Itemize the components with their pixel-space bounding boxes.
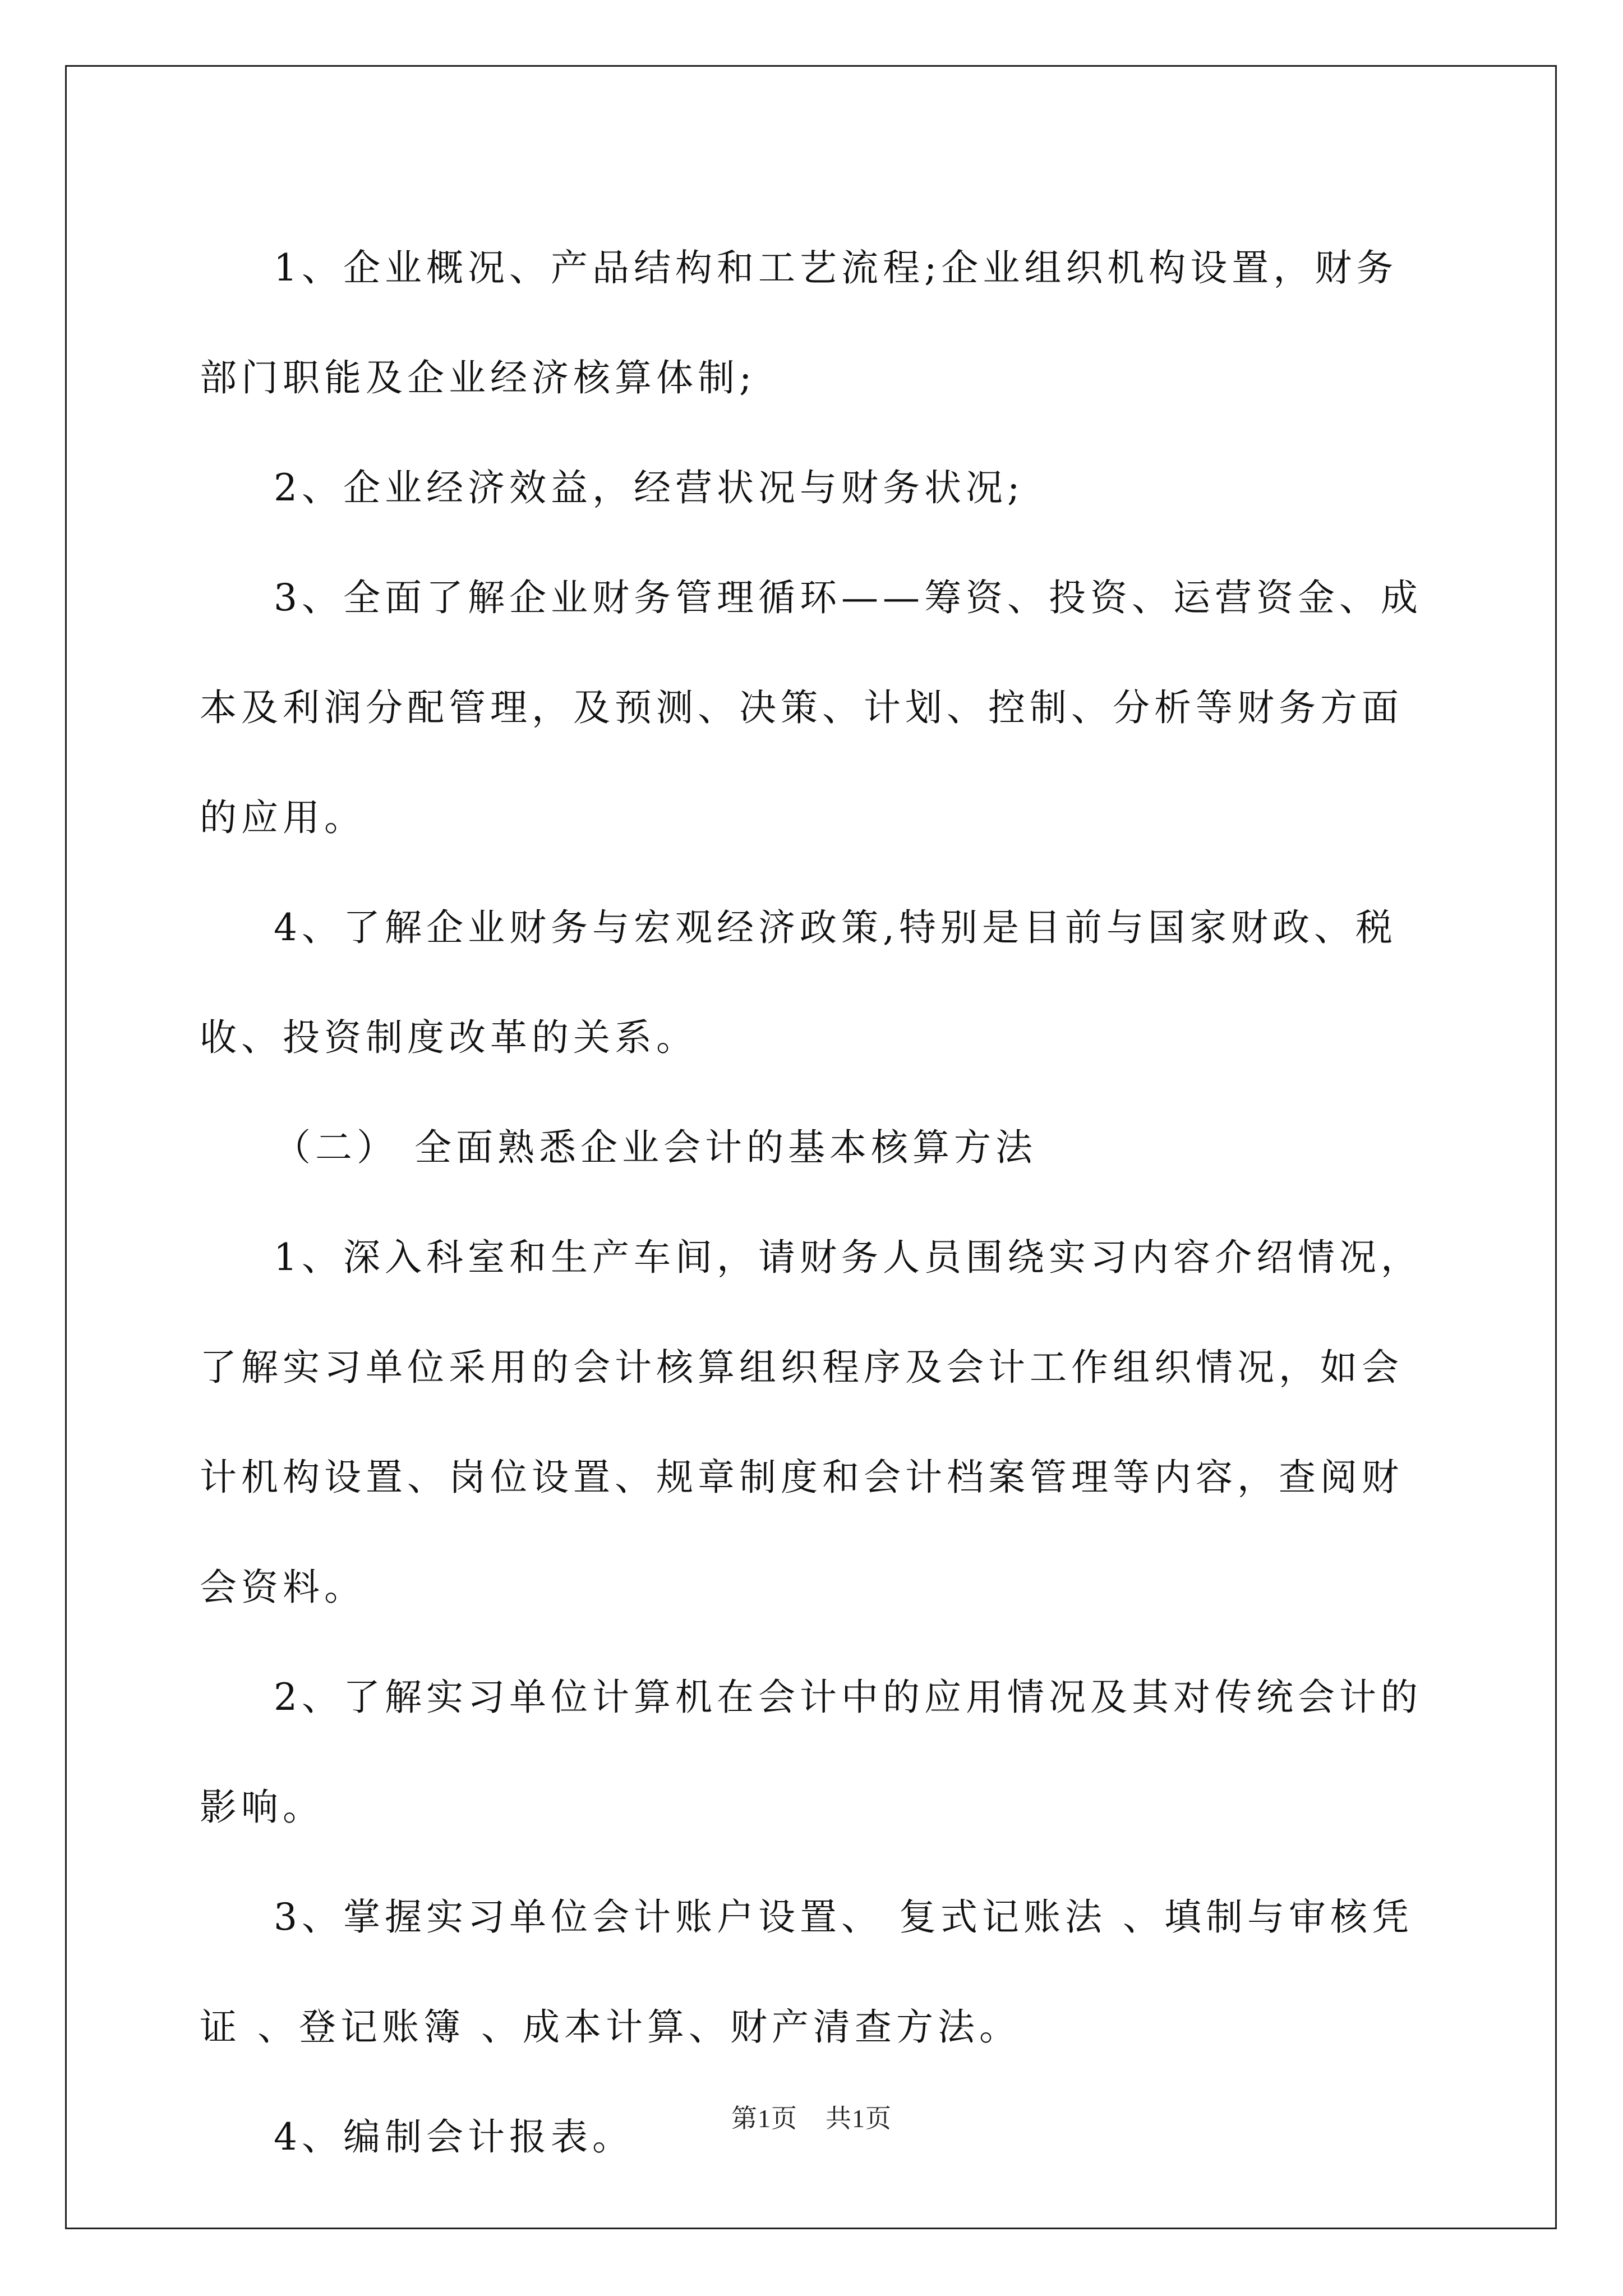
page-number-current: 第1页	[731, 2104, 797, 2133]
document-body	[200, 213, 1439, 2192]
paragraph-6: 2、了解实习单位计算机在会计中的应用情况及其对传统会计的影响。	[200, 1676, 1422, 1829]
page-number-total: 共1页	[826, 2104, 892, 2133]
paragraph-1: 1、企业概况、产品结构和工艺流程;企业组织机构设置，财务部门职能及企业经济核算体制;	[200, 246, 1398, 399]
section-heading: （二） 全面熟悉企业会计的基本核算方法	[274, 1126, 1037, 1169]
page-footer	[0, 2098, 1623, 2135]
paragraph-4: 4、了解企业财务与宏观经济政策,特别是目前与国家财政、税收、投资制度改革的关系。	[200, 906, 1397, 1059]
paragraph-5: 1、深入科室和生产车间，请财务人员围绕实习内容介绍情况，了解实习单位采用的会计核算组织程序及会计工作组织情况，如会计机构设置、岗位设置、规章制度和会计档案管理等内容，查阅财会资料。	[200, 1236, 1422, 1609]
paragraph-7: 3、掌握实习单位会计账户设置、 复式记账法 、填制与审核凭证 、登记账簿 、成本计算、财产清查方法。	[200, 1895, 1413, 2049]
paragraph-8: 4、编制会计报表。	[274, 2115, 634, 2159]
paragraph-2: 2、企业经济效益，经营状况与财务状况;	[274, 466, 1025, 509]
paragraph-3: 3、全面了解企业财务管理循环——筹资、投资、运营资金、成本及利润分配管理，及预测、决策、计划、控制、分析等财务方面的应用。	[200, 576, 1422, 839]
